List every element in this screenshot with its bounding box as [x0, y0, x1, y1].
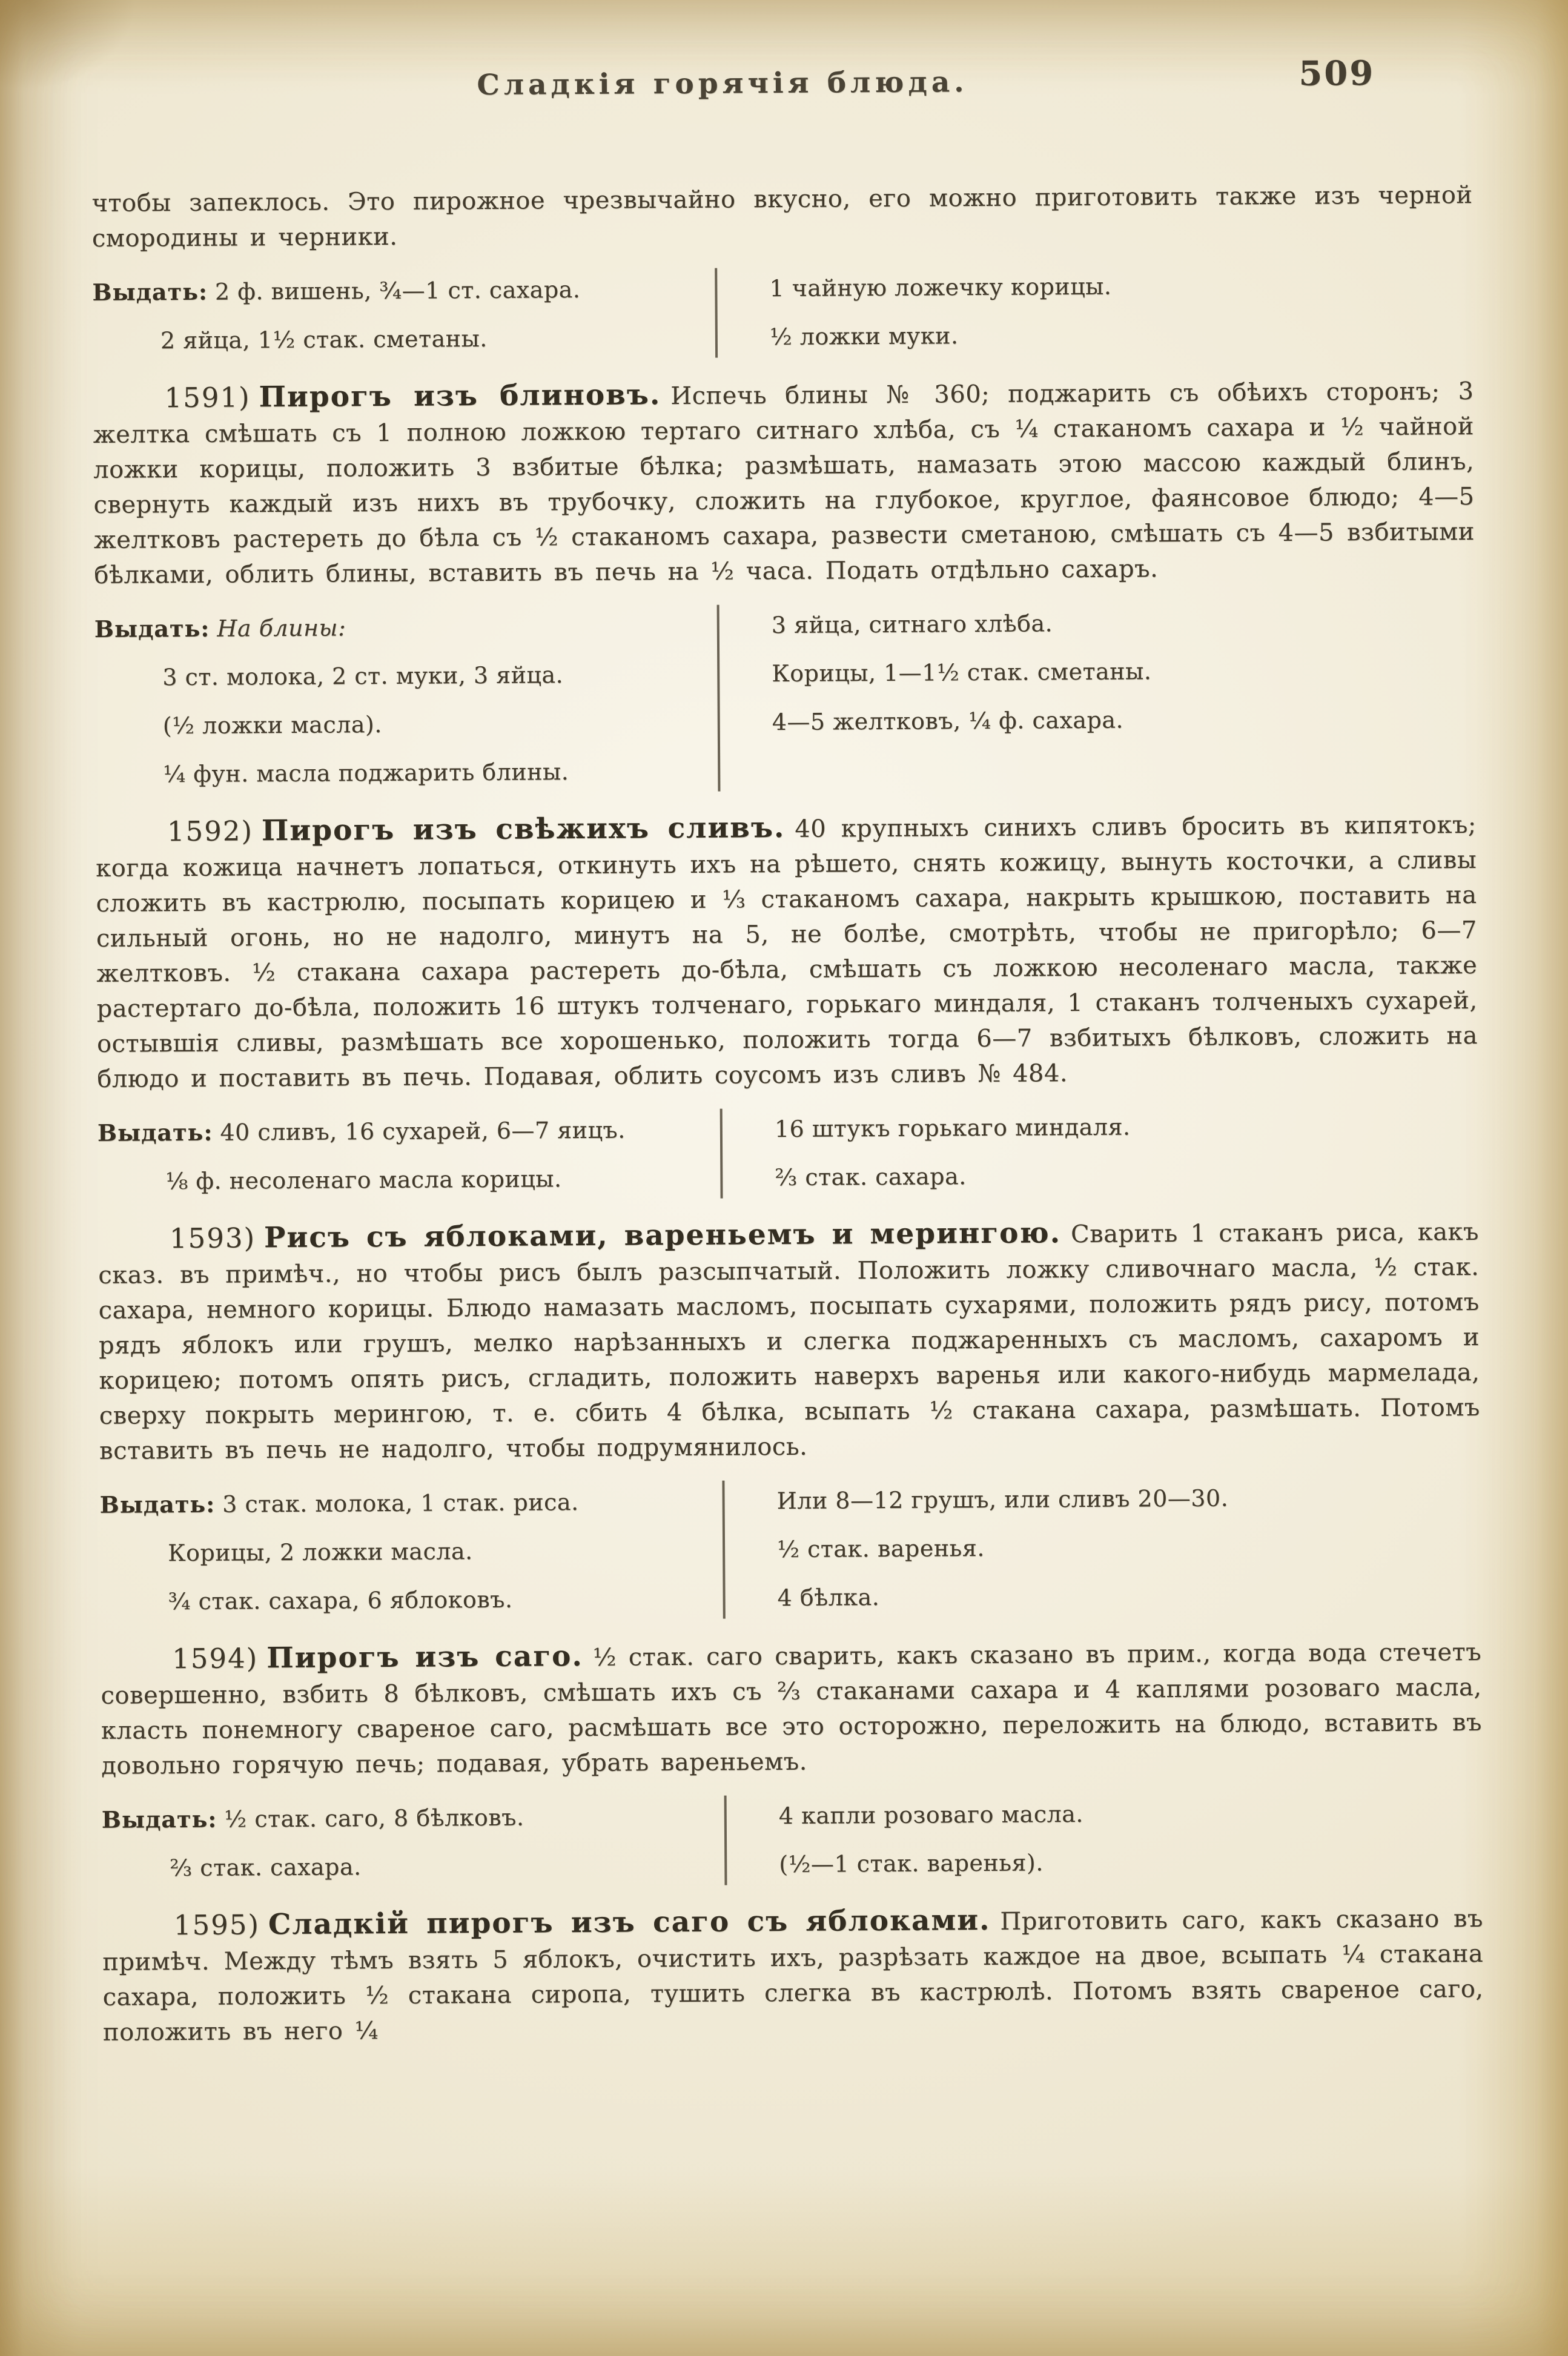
ingredient-line: ¾ стак. сахара, 6 яблоковъ. — [168, 1586, 513, 1615]
ingredient-line: Корицы, 1—1½ стак. сметаны. — [772, 658, 1152, 687]
ingredient-line: ⅛ ф. несоленаго масла корицы. — [165, 1165, 562, 1195]
chapter-title: Сладкія горячія блюда. — [477, 65, 968, 102]
recipe-title: Пирогъ изъ свѣжихъ сливъ. — [261, 810, 786, 848]
ingredient-line: 1 чайную ложечку корицы. — [769, 273, 1112, 302]
recipe-number: 1591) — [164, 381, 251, 414]
vydat-label: Выдать: — [101, 1805, 217, 1833]
ingredients-left-column — [92, 265, 698, 365]
recipe-paragraph-1594 — [101, 1633, 1482, 1784]
vydat-label: Выдать: — [92, 277, 208, 306]
ingredient-line: 2 яйца, 1½ стак. сметаны. — [160, 325, 488, 354]
ingredient-line: ¼ фун. масла поджарить блины. — [163, 758, 569, 788]
ingredient-line: 4 бѣлка. — [777, 1584, 880, 1612]
ingredient-line: ½ ложки муки. — [769, 322, 959, 351]
ingredient-text: ½ стак. саго, 8 бѣлковъ. — [224, 1804, 524, 1833]
ingredient-line: 4—5 желтковъ, ¼ ф. сахара. — [772, 706, 1124, 736]
ingredients-block-intro — [92, 260, 1474, 365]
recipe-number: 1592) — [167, 815, 254, 848]
recipe-body-text: ½ стак. саго сварить, какъ сказано въ прим., когда вода стечетъ совершенно, взбить 8 бѣлковъ, смѣшать ихъ съ ⅔ стаканами сахара и 4 каплями розоваго масла, класть понемногу свареное саго, расмѣшать все это осторожно, переложить на блюдо, вставить въ довольно горячую печь; подавая, убрать вареньемъ. — [101, 1638, 1483, 1780]
running-head — [91, 47, 1472, 128]
recipe-title: Сладкій пирогъ изъ саго съ яблоками. — [268, 1903, 991, 1942]
recipe-title: Рисъ съ яблоками, вареньемъ и мерингою. — [263, 1216, 1062, 1255]
ingredients-left-column — [102, 1792, 708, 1893]
ingredients-right-column — [727, 1787, 1483, 1889]
ingredient-line: 3 ст. молока, 2 ст. муки, 3 яйца. — [162, 661, 564, 691]
recipe-body-text: 40 крупныхъ синихъ сливъ бросить въ кипятокъ; когда кожица начнетъ лопаться, откинуть ихъ на рѣшето, снять кожицу, вынуть косточки, а сливы сложить въ кастрюлю, посыпать корицею и ⅓ стаканомъ сахара, накрыть крышкою, поставить на сильный огонь, но не надолго, минутъ на 5, не болѣе, смотрѣть, чтобы не пригорѣло; 6—7 желтковъ. ½ стакана сахара растереть до-бѣла, смѣшать съ ложкою несоленаго масла, также растертаго до-бѣла, положить 16 штукъ толченаго, горькаго миндаля, 1 стаканъ толченыхъ сухарей, остывшія сливы, размѣшать все хорошенько, положить тогда 6—7 взбитыхъ бѣлковъ, сложить на блюдо и поставить въ печь. Подавая, облить соусомъ изъ сливъ № 484. — [96, 811, 1478, 1093]
ingredient-line: (½—1 стак. варенья). — [779, 1849, 1044, 1878]
ingredient-line: Или 8—12 грушъ, или сливъ 20—30. — [776, 1484, 1229, 1515]
ingredients-left-column — [98, 1105, 704, 1206]
ingredients-left-column — [99, 1477, 706, 1626]
ingredients-right-column — [719, 597, 1477, 795]
recipe-number: 1594) — [172, 1642, 259, 1675]
intro-paragraph — [91, 177, 1473, 256]
ingredients-block-1591 — [94, 597, 1477, 799]
ingredient-text: 3 стак. молока, 1 стак. риса. — [222, 1489, 579, 1518]
recipe-paragraph-1593 — [98, 1213, 1480, 1469]
ingredient-line — [92, 265, 698, 317]
ingredient-line — [98, 1105, 703, 1157]
ingredients-right-column — [717, 260, 1474, 362]
ingredient-line: ⅔ стак. сахара. — [775, 1163, 967, 1191]
ingredient-text: 40 сливъ, 16 сухарей, 6—7 яицъ. — [220, 1116, 626, 1146]
ingredients-right-column — [723, 1100, 1479, 1202]
recipe-paragraph-1592 — [96, 806, 1478, 1097]
ingredient-line — [94, 601, 700, 654]
recipe-number: 1595) — [173, 1908, 260, 1942]
ingredient-line — [99, 1477, 705, 1529]
ingredient-line: (½ ложки масла). — [162, 711, 382, 740]
vydat-label: Выдать: — [99, 1490, 216, 1518]
recipe-body-text: Испечь блины № 360; поджарить съ обѣихъ сторонъ; 3 желтка смѣшать съ 1 полною ложкою тертаго ситнаго хлѣба, съ ¼ стаканомъ сахара и ½ чайной ложки корицы, положить 3 взбитые бѣлка; размѣшать, намазать этою массою каждый блинъ, свернуть каждый изъ нихъ въ трубочку, сложить на глубокое, круглое, фаянсовое блюдо; 4—5 желтковъ растереть до бѣла съ ½ стаканомъ сахара, развести сметаною, смѣшать съ 4—5 взбитыми бѣлками, облить блины, вставить въ печь на ½ часа. Подать отдѣльно сахаръ. — [93, 377, 1475, 589]
recipe-paragraph-1595 — [102, 1900, 1484, 2050]
ingredients-left-column — [94, 601, 701, 799]
ingredient-line: 16 штукъ горькаго миндаля. — [774, 1113, 1131, 1143]
ingredient-line: ⅔ стак. сахара. — [170, 1853, 362, 1882]
vydat-label: Выдать: — [97, 1118, 213, 1147]
recipe-number: 1593) — [169, 1222, 256, 1255]
recipe-title: Пирогъ изъ саго. — [266, 1640, 583, 1675]
ingredients-sublabel: На блины: — [217, 614, 346, 642]
ingredient-text: 2 ф. вишень, ¾—1 ст. сахара. — [214, 276, 581, 305]
ingredients-block-1594 — [102, 1787, 1483, 1893]
ingredient-line: 4 капли розоваго масла. — [778, 1801, 1084, 1830]
ingredient-line — [102, 1792, 707, 1844]
intro-paragraph-text: чтобы запеклось. Это пирожное чрезвычайно вкусно, его можно приготовить также изъ черной смородины и черники. — [91, 181, 1473, 253]
ingredients-block-1593 — [99, 1472, 1481, 1626]
recipe-body-text: Сварить 1 стаканъ риса, какъ сказ. въ примѣч., но чтобы рисъ былъ разсыпчатый. Положить ложку сливочнаго масла, ½ стак. сахара, немного корицы. Блюдо намазать масломъ, посыпать сухарями, положить рядъ рису, потомъ рядъ яблокъ или грушъ, мелко нарѣзанныхъ и слегка поджаренныхъ съ масломъ, сахаромъ и корицею; потомъ опять рисъ, сгладить, положить наверхъ варенья или какого-нибудь мармелада, сверху покрыть мерингою, т. е. сбить 4 бѣлка, всыпать ½ стакана сахара, размѣшать. Потомъ вставить въ печь не надолго, чтобы подрумянилось. — [98, 1218, 1480, 1465]
recipe-title: Пирогъ изъ блиновъ. — [259, 378, 661, 414]
page-number: 509 — [1298, 53, 1375, 94]
ingredient-line: Корицы, 2 ложки масла. — [167, 1538, 473, 1567]
ingredients-block-1592 — [98, 1100, 1479, 1206]
recipe-body-text: Приготовить саго, какъ сказано въ примѣч. Между тѣмъ взять 5 яблокъ, очистить ихъ, разрѣзать каждое на двое, всыпать ¼ стакана сахара, положить ½ стакана сиропа, тушить слегка въ кастрюлѣ. Потомъ взять свареное саго, положить въ него ¼ — [102, 1904, 1484, 2047]
ingredient-line: 3 яйца, ситнаго хлѣба. — [771, 610, 1053, 639]
text-column — [91, 47, 1484, 2062]
ingredients-right-column — [724, 1472, 1481, 1623]
vydat-label: Выдать: — [94, 614, 210, 643]
ingredient-line: ½ стак. варенья. — [776, 1534, 985, 1563]
recipe-paragraph-1591 — [93, 372, 1475, 593]
